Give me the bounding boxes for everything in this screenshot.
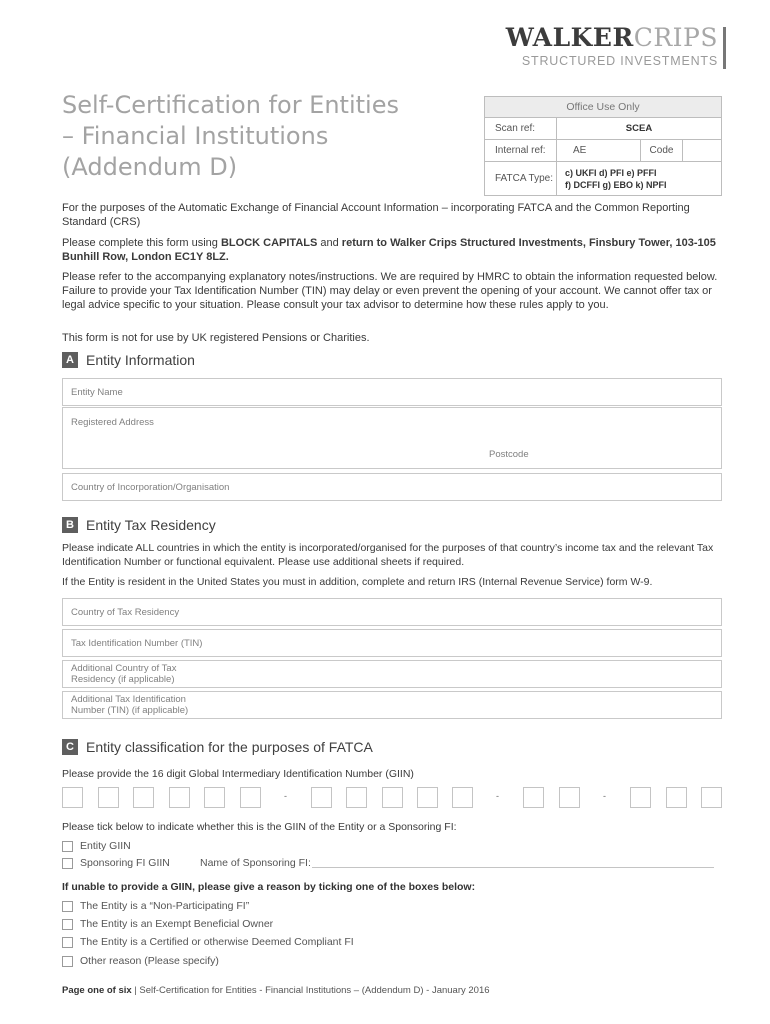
section-a-heading — [62, 352, 195, 368]
giin-digit-box[interactable] — [382, 787, 403, 808]
logo-divider — [723, 27, 726, 69]
giin-digit-box[interactable] — [133, 787, 154, 808]
ae-field[interactable]: AE — [557, 140, 641, 161]
section-a-badge: A — [62, 352, 78, 368]
fatca-options-line-2: f) DCFFI g) EBO k) NPFI — [565, 179, 667, 190]
office-use-box — [484, 96, 722, 196]
country-incorporation-field[interactable]: Country of Incorporation/Organisation — [62, 473, 722, 501]
sponsor-name-input-line[interactable] — [312, 867, 714, 868]
deemed-compliant-checkbox[interactable] — [62, 937, 73, 948]
intro-purpose: For the purposes of the Automatic Exchange of Financial Account Information – incorporating FATCA and the Common Reporting Standard (CRS) — [62, 202, 690, 228]
giin-digit-box[interactable] — [240, 787, 261, 808]
tin-field[interactable]: Tax Identification Number (TIN) — [62, 629, 722, 657]
walker-crips-logo — [488, 24, 718, 68]
additional-country-field[interactable]: Additional Country of Tax Residency (if applicable) — [62, 660, 722, 688]
giin-prompt: Please provide the 16 digit Global Intermediary Identification Number (GIIN) — [62, 768, 414, 780]
exempt-owner-checkbox[interactable] — [62, 919, 73, 930]
sponsor-name-label: Name of Sponsoring FI: — [200, 857, 311, 869]
other-reason-option[interactable]: Other reason (Please specify) — [62, 955, 219, 967]
scan-ref-label: Scan ref: — [485, 118, 557, 139]
registered-address-field[interactable] — [62, 407, 722, 469]
giin-digit-box[interactable] — [62, 787, 83, 808]
giin-separator: - — [496, 791, 499, 801]
logo-walker: WALKER — [505, 23, 634, 52]
office-use-header: Office Use Only — [485, 97, 721, 118]
giin-digit-box[interactable] — [452, 787, 473, 808]
fatca-options-line-1: c) UKFI d) PFI e) PFFI — [565, 167, 657, 178]
entity-giin-checkbox[interactable] — [62, 841, 73, 852]
section-b-us-note: If the Entity is resident in the United States you must in addition, complete and return IRS (Internal Revenue Service) form W-9. — [62, 576, 653, 588]
section-c-badge: C — [62, 739, 78, 755]
sponsoring-giin-option[interactable]: Sponsoring FI GIIN — [62, 857, 170, 869]
giin-separator: - — [284, 791, 287, 801]
code-field[interactable]: Code — [641, 140, 683, 161]
intro-not-for-use: This form is not for use by UK registered Pensions or Charities. — [62, 332, 370, 344]
country-tax-residency-field[interactable]: Country of Tax Residency — [62, 598, 722, 626]
giin-digit-box[interactable] — [701, 787, 722, 808]
giin-digit-box[interactable] — [523, 787, 544, 808]
postcode-label: Postcode — [489, 449, 529, 460]
section-b-instructions: Please indicate ALL countries in which the entity is incorporated/organised for the purposes of that country’s income tax and the relevant Tax Identification Number or functional equivalent. Please use additional sheets if required. — [62, 542, 714, 568]
title-line-2: – Financial Institutions — [62, 122, 329, 150]
section-b-badge: B — [62, 517, 78, 533]
intro-explanatory: Please refer to the accompanying explanatory notes/instructions. We are required by HMRC to obtain the information requested below. Failure to provide your Tax Identification Number (TIN) may delay or even prevent the opening of your account. We cannot offer tax or legal advice specific to your situation. Please consult your tax advisor to determine how these rules apply to you. — [62, 271, 718, 311]
sponsoring-giin-checkbox[interactable] — [62, 858, 73, 869]
exempt-owner-option[interactable]: The Entity is an Exempt Beneficial Owner — [62, 918, 273, 930]
giin-digit-box[interactable] — [311, 787, 332, 808]
title-line-3: (Addendum D) — [62, 153, 238, 181]
scan-ref-value: SCEA — [625, 123, 653, 134]
section-a-title: Entity Information — [86, 352, 195, 368]
logo-subtitle: STRUCTURED INVESTMENTS — [521, 54, 718, 68]
giin-input-boxes — [62, 787, 722, 809]
logo-crips: CRIPS — [633, 23, 718, 52]
giin-digit-box[interactable] — [169, 787, 190, 808]
additional-tin-field[interactable]: Additional Tax Identification Number (TIN) (if applicable) — [62, 691, 722, 719]
internal-ref-label: Internal ref: — [485, 140, 557, 161]
section-c-title: Entity classification for the purposes of FATCA — [86, 739, 373, 755]
section-b-title: Entity Tax Residency — [86, 517, 216, 533]
section-b-heading — [62, 517, 216, 533]
giin-digit-box[interactable] — [417, 787, 438, 808]
page-title — [62, 90, 462, 183]
giin-digit-box[interactable] — [346, 787, 367, 808]
deemed-compliant-option[interactable]: The Entity is a Certified or otherwise Deemed Compliant FI — [62, 936, 354, 948]
giin-digit-box[interactable] — [630, 787, 651, 808]
giin-separator: - — [603, 791, 606, 801]
page-footer: Page one of six | Self-Certification for Entities - Financial Institutions – (Addendum D) - January 2016 — [62, 985, 490, 996]
giin-digit-box[interactable] — [666, 787, 687, 808]
non-participating-option[interactable]: The Entity is a “Non-Participating FI” — [62, 900, 249, 912]
giin-digit-box[interactable] — [98, 787, 119, 808]
other-reason-checkbox[interactable] — [62, 956, 73, 967]
intro-instructions: Please complete this form using BLOCK CAPITALS and return to Walker Crips Structured Investments, Finsbury Tower, 103-105 Bunhill Row, London EC1Y 8LZ. — [62, 237, 716, 263]
entity-name-field[interactable]: Entity Name — [62, 378, 722, 406]
giin-digit-box[interactable] — [559, 787, 580, 808]
fatca-type-label: FATCA Type: — [485, 162, 557, 195]
entity-giin-option[interactable]: Entity GIIN — [62, 840, 131, 852]
giin-digit-box[interactable] — [204, 787, 225, 808]
giin-tick-prompt: Please tick below to indicate whether this is the GIIN of the Entity or a Sponsoring FI: — [62, 821, 457, 833]
non-participating-checkbox[interactable] — [62, 901, 73, 912]
registered-address-label: Registered Address — [71, 417, 154, 428]
no-giin-prompt: If unable to provide a GIIN, please give a reason by ticking one of the boxes below: — [62, 881, 476, 893]
title-line-1: Self-Certification for Entities — [62, 91, 399, 119]
section-c-heading — [62, 739, 373, 755]
